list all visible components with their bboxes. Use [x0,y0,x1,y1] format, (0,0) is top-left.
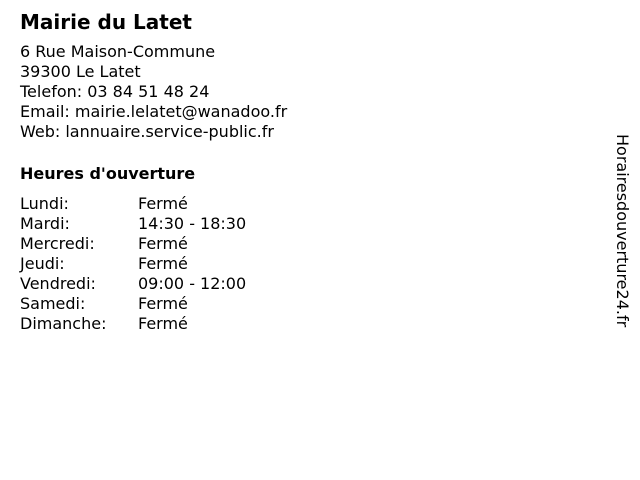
phone-number: Telefon: 03 84 51 48 24 [20,82,210,101]
day-hours: 09:00 - 12:00 [138,274,247,293]
day-hours: Fermé [138,294,188,313]
opening-hours-list [20,194,580,334]
website-link: Web: lannuaire.service-public.fr [20,122,274,141]
email-address: Email: mairie.lelatet@wanadoo.fr [20,102,288,121]
hours-row-sunday [20,314,580,334]
day-label: Vendredi: [20,274,96,293]
day-hours: Fermé [138,194,188,213]
hours-row-wednesday [20,234,580,254]
hours-row-monday [20,194,580,214]
day-hours: Fermé [138,254,188,273]
info-card [20,10,580,334]
site-watermark: Horairesdouverture24.fr [613,134,632,328]
day-hours: 14:30 - 18:30 [138,214,247,233]
day-label: Jeudi: [20,254,65,273]
day-label: Samedi: [20,294,86,313]
hours-row-tuesday [20,214,580,234]
day-label: Dimanche: [20,314,107,333]
day-label: Lundi: [20,194,69,213]
address-block [20,42,580,142]
day-hours: Fermé [138,234,188,253]
hours-heading: Heures d'ouverture [20,164,196,183]
page-title: Mairie du Latet [20,10,192,34]
day-label: Mercredi: [20,234,95,253]
hours-row-thursday [20,254,580,274]
day-hours: Fermé [138,314,188,333]
street-address: 6 Rue Maison-Commune [20,42,216,61]
hours-row-saturday [20,294,580,314]
city-address: 39300 Le Latet [20,62,141,81]
day-label: Mardi: [20,214,70,233]
hours-row-friday [20,274,580,294]
